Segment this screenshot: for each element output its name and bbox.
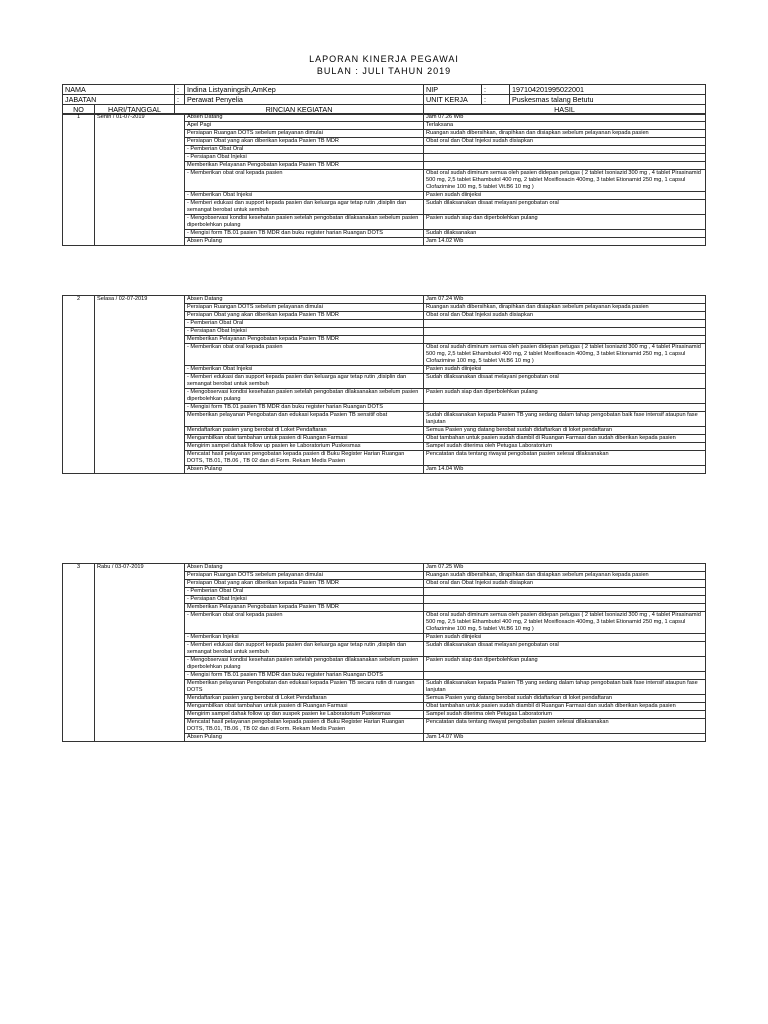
result-cell: Terlaksana [424,121,706,129]
activity-cell: - Memberikan Injeksi [185,633,424,641]
result-cell: Pasien sudah siap dan diperbolehkan pulang [424,214,706,229]
activity-cell: - Mengobservasi kondisi kesehatan pasien setelah pengobatan dilaksanakan sebelum pasien diperbolehkan pulang [185,214,424,229]
col-hari-header: HARI/TANGGAL [95,105,175,115]
result-cell: Ruangan sudah dibersihkan, dirapihkan dan disiapkan sebelum pelayanan kepada pasien [424,303,706,311]
header-table [62,84,706,115]
activity-cell: - Pemberian Obat Oral [185,587,424,595]
nip-value: 197104201995022001 [510,85,706,95]
activity-cell: - Mengisi form TB.01 pasien TB MDR dan buku register harian Ruangan DOTS [185,671,424,679]
nip-label: NIP [424,85,482,95]
activity-cell: Mengambilkan obat tambahan untuk pasien di Ruangan Farmasi [185,702,424,710]
activity-cell: Absen Datang [185,114,424,122]
activity-cell: Mencatat hasil pelayanan pengobatan kepada pasien di Buku Register Harian Ruangan DOTS, TB.01, TB.06 , TB 02 dan di Form. Rekam Medis Pasien [185,450,424,465]
result-cell: Jam 07.25 Wib [424,564,706,572]
result-cell: Obat oral dan Obat Injeksi sudah disiapkan [424,311,706,319]
activity-cell: Mengirim sampel dahak follow up pasien ke Laboratorium Puskesmas [185,442,424,450]
activity-cell: Memberikan Pelayanan Pengobatan kepada Pasien TB MDR [185,603,424,611]
result-cell: Semua Pasien yang datang berobat sudah didaftarkan di loket pendaftaran [424,694,706,702]
day-date: Selasa / 02-07-2019 [95,296,185,474]
result-cell [424,145,706,153]
result-cell: Sampel sudah diterima oleh Petugas Laboratorium [424,442,706,450]
result-cell: Obat oral sudah diminum semua oleh pasien didepan petugas ( 2 tablet Isoniazid 300 mg , 4 tablet Pirasinamid 500 mg, 2,5 tablet Ethambutol 400 mg, 2 tablet Moxifloxacin 400mg, 3 tablet Etionamid 250 mg, 1 capsul Clofazimine 100 mg, 5 tablet Vit.B6 10 mg ) [424,611,706,633]
activity-cell: Absen Datang [185,564,424,572]
result-cell: Jam 14.04 Wib [424,465,706,473]
result-cell: Pasien sudah siap dan diperbolehkan pulang [424,388,706,403]
activity-cell: - Mengisi form TB.01 pasien TB MDR dan buku register harian Ruangan DOTS [185,229,424,237]
day-section-3 [62,563,706,742]
table-row [63,114,706,122]
activity-cell: Absen Pulang [185,237,424,245]
activity-cell: Persiapan Obat yang akan diberikan kepada Pasien TB MDR [185,579,424,587]
activity-cell: Memberikan Pelayanan Pengobatan kepada Pasien TB MDR [185,335,424,343]
day-section-2 [62,295,706,474]
nama-value: Indina Listyaningsih,AmKep [185,85,424,95]
activity-cell: Absen Pulang [185,465,424,473]
nama-row [63,85,706,95]
activity-cell: Mendaftarkan pasien yang berobat di Loket Pendaftaran [185,426,424,434]
table-row [63,564,706,572]
result-cell: Obat oral sudah diminum semua oleh pasien didepan petugas ( 2 tablet Isoniazid 300 mg , 4 tablet Pirasinamid 500 mg, 2,5 tablet Ethambutol 400 mg, 2 tablet Moxifloxacin 400mg, 3 tablet Etionamid 250 mg, 1 capsul Clofazimine 100 mg, 5 tablet Vit.B6 10 mg ) [424,343,706,365]
activity-cell: - Pemberian Obat Oral [185,319,424,327]
activity-cell: Absen Pulang [185,733,424,741]
row-number: 2 [63,296,95,474]
result-cell: Semua Pasien yang datang berobat sudah didaftarkan di loket pendaftaran [424,426,706,434]
activity-cell: Persiapan Ruangan DOTS sebelum pelayanan dimulai [185,303,424,311]
jabatan-row [63,95,706,105]
nip-colon: : [482,85,510,95]
result-cell: Jam 14.02 Wib [424,237,706,245]
activity-cell: - Mengisi form TB.01 pasien TB MDR dan buku register harian Ruangan DOTS [185,403,424,411]
jabatan-label: JABATAN [63,95,175,105]
result-cell: Obat oral sudah diminum semua oleh pasien didepan petugas ( 2 tablet Isoniazid 300 mg , 4 tablet Pirasinamid 500 mg, 2,5 tablet Ethambutol 400 mg, 2 tablet Moxifloxacin 400mg, 3 tablet Etionamid 250 mg, 1 capsul Clofazimine 100 mg, 5 tablet Vit.B6 10 mg ) [424,169,706,191]
activity-cell: Memberikan pelayanan Pengobatan dan edukasi kepada Pasien TB sensitif obat [185,411,424,426]
report-subtitle: BULAN : JULI TAHUN 2019 [316,66,452,76]
activity-cell: - Mengobservasi kondisi kesehatan pasien setelah pengobatan dilaksanakan sebelum pasien diperbolehkan pulang [185,656,424,671]
jabatan-colon: : [175,95,185,105]
activity-cell: - Memberi edukasi dan support kepada pasien dan keluarga agar tetap rutin ,disiplin dan semangat berobat untuk sembuh [185,199,424,214]
activity-cell: Memberikan Pelayanan Pengobatan kepada Pasien TB MDR [185,161,424,169]
day-date: Senin / 01-07-2019 [95,114,185,246]
result-cell [424,327,706,335]
table-row [63,296,706,304]
activity-cell: - Memberikan Obat Injeksi [185,191,424,199]
day-section-1 [62,113,706,246]
result-cell: Obat oral dan Obat Injeksi sudah disiapkan [424,137,706,145]
activity-cell: Mengirim sampel dahak follow up dan suspek pasien ke Laboratorium Puskesmas [185,710,424,718]
col-hasil-header: HASIL [424,105,706,115]
row-number: 1 [63,114,95,246]
result-cell: Sudah dilaksanakan kepada Pasien TB yang sedang dalam tahap pengobatan baik fase intensif ataupun fase lanjutan [424,411,706,426]
report-title: LAPORAN KINERJA PEGAWAI [309,54,459,64]
result-cell: Obat oral dan Obat Injeksi sudah disiapkan [424,579,706,587]
activity-cell: - Memberikan obat oral kepada pasien [185,611,424,633]
nama-colon: : [175,85,185,95]
result-cell [424,335,706,343]
result-cell: Pencatatan data tentang riwayat pengobatan pasien selesai dilaksanakan [424,718,706,733]
activity-cell: - Persiapan Obat Injeksi [185,595,424,603]
result-cell: Sudah dilaksanakan disaat melayani pengobatan oral [424,199,706,214]
result-cell: Sudah dilaksanakan disaat melayani pengobatan oral [424,641,706,656]
unit-colon: : [482,95,510,105]
result-cell [424,319,706,327]
result-cell: Pasien sudah diinjeksi [424,191,706,199]
result-cell: Pencatatan data tentang riwayat pengobatan pasien selesai dilaksanakan [424,450,706,465]
result-cell: Obat tambahan untuk pasien sudah diambil di Ruangan Farmasi dan sudah diberikan kepada pasien [424,702,706,710]
result-cell [424,671,706,679]
activity-cell: Persiapan Ruangan DOTS sebelum pelayanan dimulai [185,571,424,579]
result-cell [424,403,706,411]
result-cell: Jam 14.07 Wib [424,733,706,741]
activity-cell: Persiapan Obat yang akan diberikan kepada Pasien TB MDR [185,311,424,319]
activity-cell: Persiapan Ruangan DOTS sebelum pelayanan dimulai [185,129,424,137]
unit-value: Puskesmas talang Betutu [510,95,706,105]
activity-cell: Mengambilkan obat tambahan untuk pasien di Ruangan Farmasi [185,434,424,442]
unit-label: UNIT KERJA [424,95,482,105]
col-rincian-header: RINCIAN KEGIATAN [175,105,424,115]
result-cell [424,603,706,611]
activity-cell: - Memberikan obat oral kepada pasien [185,169,424,191]
jabatan-value: Perawat Penyelia [185,95,424,105]
col-no-header: NO [63,105,95,115]
activity-cell: Mendaftarkan pasien yang berobat di Loket Pendaftaran [185,694,424,702]
activity-cell: Apel Pagi [185,121,424,129]
result-cell: Jam 07.24 Wib [424,296,706,304]
result-cell: Ruangan sudah dibersihkan, dirapihkan dan disiapkan sebelum pelayanan kepada pasien [424,571,706,579]
result-cell: Sampel sudah diterima oleh Petugas Laboratorium [424,710,706,718]
result-cell [424,153,706,161]
activity-cell: Persiapan Obat yang akan diberikan kepada Pasien TB MDR [185,137,424,145]
activity-cell: - Persiapan Obat Injeksi [185,327,424,335]
result-cell: Pasien sudah diinjeksi [424,365,706,373]
result-cell: Sudah dilaksanakan disaat melayani pengobatan oral [424,373,706,388]
activity-cell: Memberikan pelayanan Pengobatan dan edukasi kepada Pasien TB secara rutin di ruangan DOTS [185,679,424,694]
result-cell: Obat tambahan untuk pasien sudah diambil di Ruangan Farmasi dan sudah diberikan kepada pasien [424,434,706,442]
activity-cell: - Memberikan Obat Injeksi [185,365,424,373]
activity-cell: - Memberikan obat oral kepada pasien [185,343,424,365]
result-cell: Jam 07.26 Wib [424,114,706,122]
activity-cell: Mencatat hasil pelayanan pengobatan kepada pasien di Buku Register Harian Ruangan DOTS, TB.01, TB.06 , TB 02 dan di Form. Rekam Medis Pasien [185,718,424,733]
activity-cell: Absen Datang [185,296,424,304]
activity-cell: - Mengobservasi kondisi kesehatan pasien setelah pengobatan dilaksanakan sebelum pasien diperbolehkan pulang [185,388,424,403]
result-cell: Ruangan sudah dibersihkan, dirapihkan dan disiapkan sebelum pelayanan kepada pasien [424,129,706,137]
activity-cell: - Memberi edukasi dan support kepada pasien dan keluarga agar tetap rutin ,disiplin dan semangat berobat untuk sembuh [185,373,424,388]
result-cell: Sudah dilaksanakan [424,229,706,237]
row-number: 3 [63,564,95,742]
result-cell: Pasien sudah siap dan diperbolehkan pulang [424,656,706,671]
activity-cell: - Persiapan Obat Injeksi [185,153,424,161]
result-cell: Pasien sudah diinjeksi [424,633,706,641]
activity-cell: - Memberi edukasi dan support kepada pasien dan keluarga agar tetap rutin ,disiplin dan semangat berobat untuk sembuh [185,641,424,656]
result-cell [424,587,706,595]
day-date: Rabu / 03-07-2019 [95,564,185,742]
nama-label: NAMA [63,85,175,95]
result-cell [424,595,706,603]
result-cell [424,161,706,169]
result-cell: Sudah dilaksanakan kepada Pasien TB yang sedang dalam tahap pengobatan baik fase intensif ataupun fase lanjutan [424,679,706,694]
activity-cell: - Pemberian Obat Oral [185,145,424,153]
